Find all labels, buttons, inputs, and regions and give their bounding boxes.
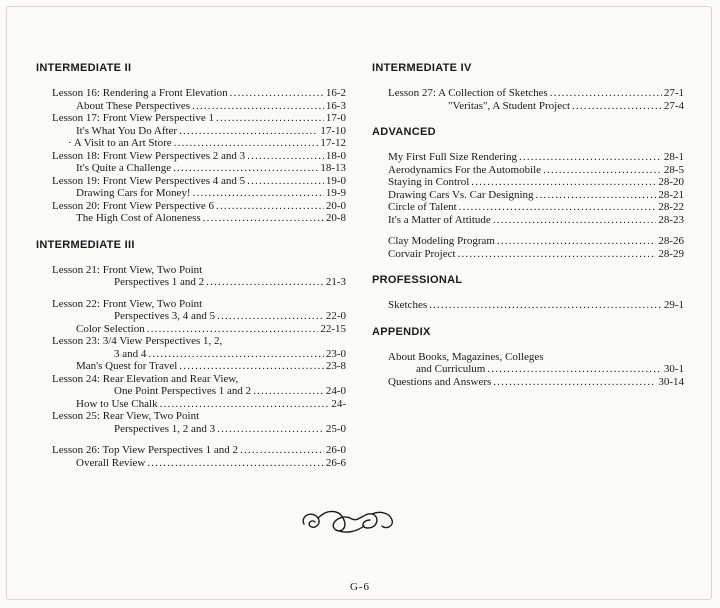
toc-entry[interactable]: Color Selection ..... 22-15 xyxy=(52,323,346,336)
toc-entry-line: Lesson 23: 3/4 View Perspectives 1, 2, xyxy=(52,335,223,347)
toc-entry[interactable]: Lesson 19: Front View Perspectives 4 and 5 ..... 19-0 xyxy=(52,175,346,188)
toc-entry[interactable]: Aerodynamics For the Automobile ..... 28-5 xyxy=(388,164,684,177)
toc-entry[interactable]: Lesson 16: Rendering a Front Elevation ..... 16-2 xyxy=(52,87,346,100)
toc-entry-line: Lesson 24: Rear Elevation and Rear View, xyxy=(52,372,239,385)
section-professional xyxy=(372,274,684,312)
toc-entry[interactable]: Clay Modeling Program ..... 28-26 xyxy=(388,235,684,248)
right-column xyxy=(372,62,684,402)
toc-entry[interactable]: · A Visit to an Art Store ..... 17-12 xyxy=(52,137,346,150)
toc-entry[interactable]: Lesson 17: Front View Perspective 1 ..... 17-0 xyxy=(52,112,346,125)
toc-entry[interactable]: One Point Perspectives 1 and 2 ..... 24-0 xyxy=(52,385,346,398)
toc-entry[interactable]: It's Quite a Challenge ..... 18-13 xyxy=(52,162,346,175)
section-heading: INTERMEDIATE III xyxy=(36,238,135,251)
toc-entry[interactable]: Circle of Talent ..... 28-22 xyxy=(388,201,684,214)
toc-entry[interactable]: Corvair Project ..... 28-29 xyxy=(388,248,684,261)
toc-entry-line: Lesson 21: Front View, Two Point xyxy=(52,263,203,276)
toc-entry[interactable]: Lesson 26: Top View Perspectives 1 and 2 ..... 26-0 xyxy=(52,444,346,457)
toc-entry[interactable]: Drawing Cars Vs. Car Designing ..... 28-21 xyxy=(388,189,684,202)
page-number: G-6 xyxy=(349,581,371,593)
toc-entry[interactable]: Lesson 20: Front View Perspective 6 ..... 20-0 xyxy=(52,200,346,213)
toc-entry[interactable]: Man's Quest for Travel ..... 23-8 xyxy=(52,360,346,373)
section-appendix xyxy=(372,326,684,389)
toc-entry[interactable]: Drawing Cars for Money! ..... 19-9 xyxy=(52,187,346,200)
section-heading: INTERMEDIATE II xyxy=(36,62,132,74)
section-heading: PROFESSIONAL xyxy=(372,274,463,286)
toc-entry-line: Lesson 25: Rear View, Two Point xyxy=(52,410,200,422)
section-intermediate-3 xyxy=(36,239,346,470)
section-intermediate-4 xyxy=(372,62,684,112)
toc-entry[interactable]: It's a Matter of Attitude ..... 28-23 xyxy=(388,214,684,227)
toc-entry[interactable]: Overall Review ..... 26-6 xyxy=(52,457,346,470)
toc-entry[interactable]: Questions and Answers ..... 30-14 xyxy=(388,376,684,389)
section-heading: ADVANCED xyxy=(372,126,436,138)
section-heading: APPENDIX xyxy=(372,325,431,338)
toc-entry[interactable]: My First Full Size Rendering ..... 28-1 xyxy=(388,151,684,164)
toc-entry[interactable]: Staying in Control ..... 28-20 xyxy=(388,176,684,189)
toc-entry-line: About Books, Magazines, Colleges xyxy=(388,350,544,363)
toc-entry[interactable]: and Curriculum ..... 30-1 xyxy=(388,363,684,376)
toc-entry[interactable]: Sketches ..... 29-1 xyxy=(388,299,684,312)
toc-entry[interactable]: About These Perspectives ..... 16-3 xyxy=(52,100,346,113)
flourish-ornament-icon xyxy=(298,500,398,540)
toc-entry[interactable]: Perspectives 3, 4 and 5 ..... 22-0 xyxy=(52,310,346,323)
toc-entry[interactable]: Perspectives 1, 2 and 3 ..... 25-0 xyxy=(52,423,346,436)
section-advanced xyxy=(372,126,684,260)
toc-entry[interactable]: It's What You Do After ..... 17-10 xyxy=(52,125,346,138)
toc-entry[interactable]: The High Cost of Aloneness ..... 20-8 xyxy=(52,212,346,225)
toc-entry[interactable]: 3 and 4 ..... 23-0 xyxy=(52,348,346,361)
toc-entry[interactable]: Lesson 27: A Collection of Sketches ..... 27-1 xyxy=(388,87,684,100)
toc-entry[interactable]: Perspectives 1 and 2 ..... 21-3 xyxy=(52,276,346,289)
toc-entry[interactable]: Lesson 18: Front View Perspectives 2 and 3 ..... 18-0 xyxy=(52,150,346,163)
toc-entry[interactable]: How to Use Chalk ..... 24- xyxy=(52,398,346,411)
toc-entry-line: Lesson 22: Front View, Two Point xyxy=(52,297,203,310)
left-column xyxy=(36,62,346,483)
toc-entry[interactable]: "Veritas", A Student Project ..... 27-4 xyxy=(388,100,684,113)
section-intermediate-2 xyxy=(36,62,346,225)
section-heading: INTERMEDIATE IV xyxy=(372,62,472,74)
